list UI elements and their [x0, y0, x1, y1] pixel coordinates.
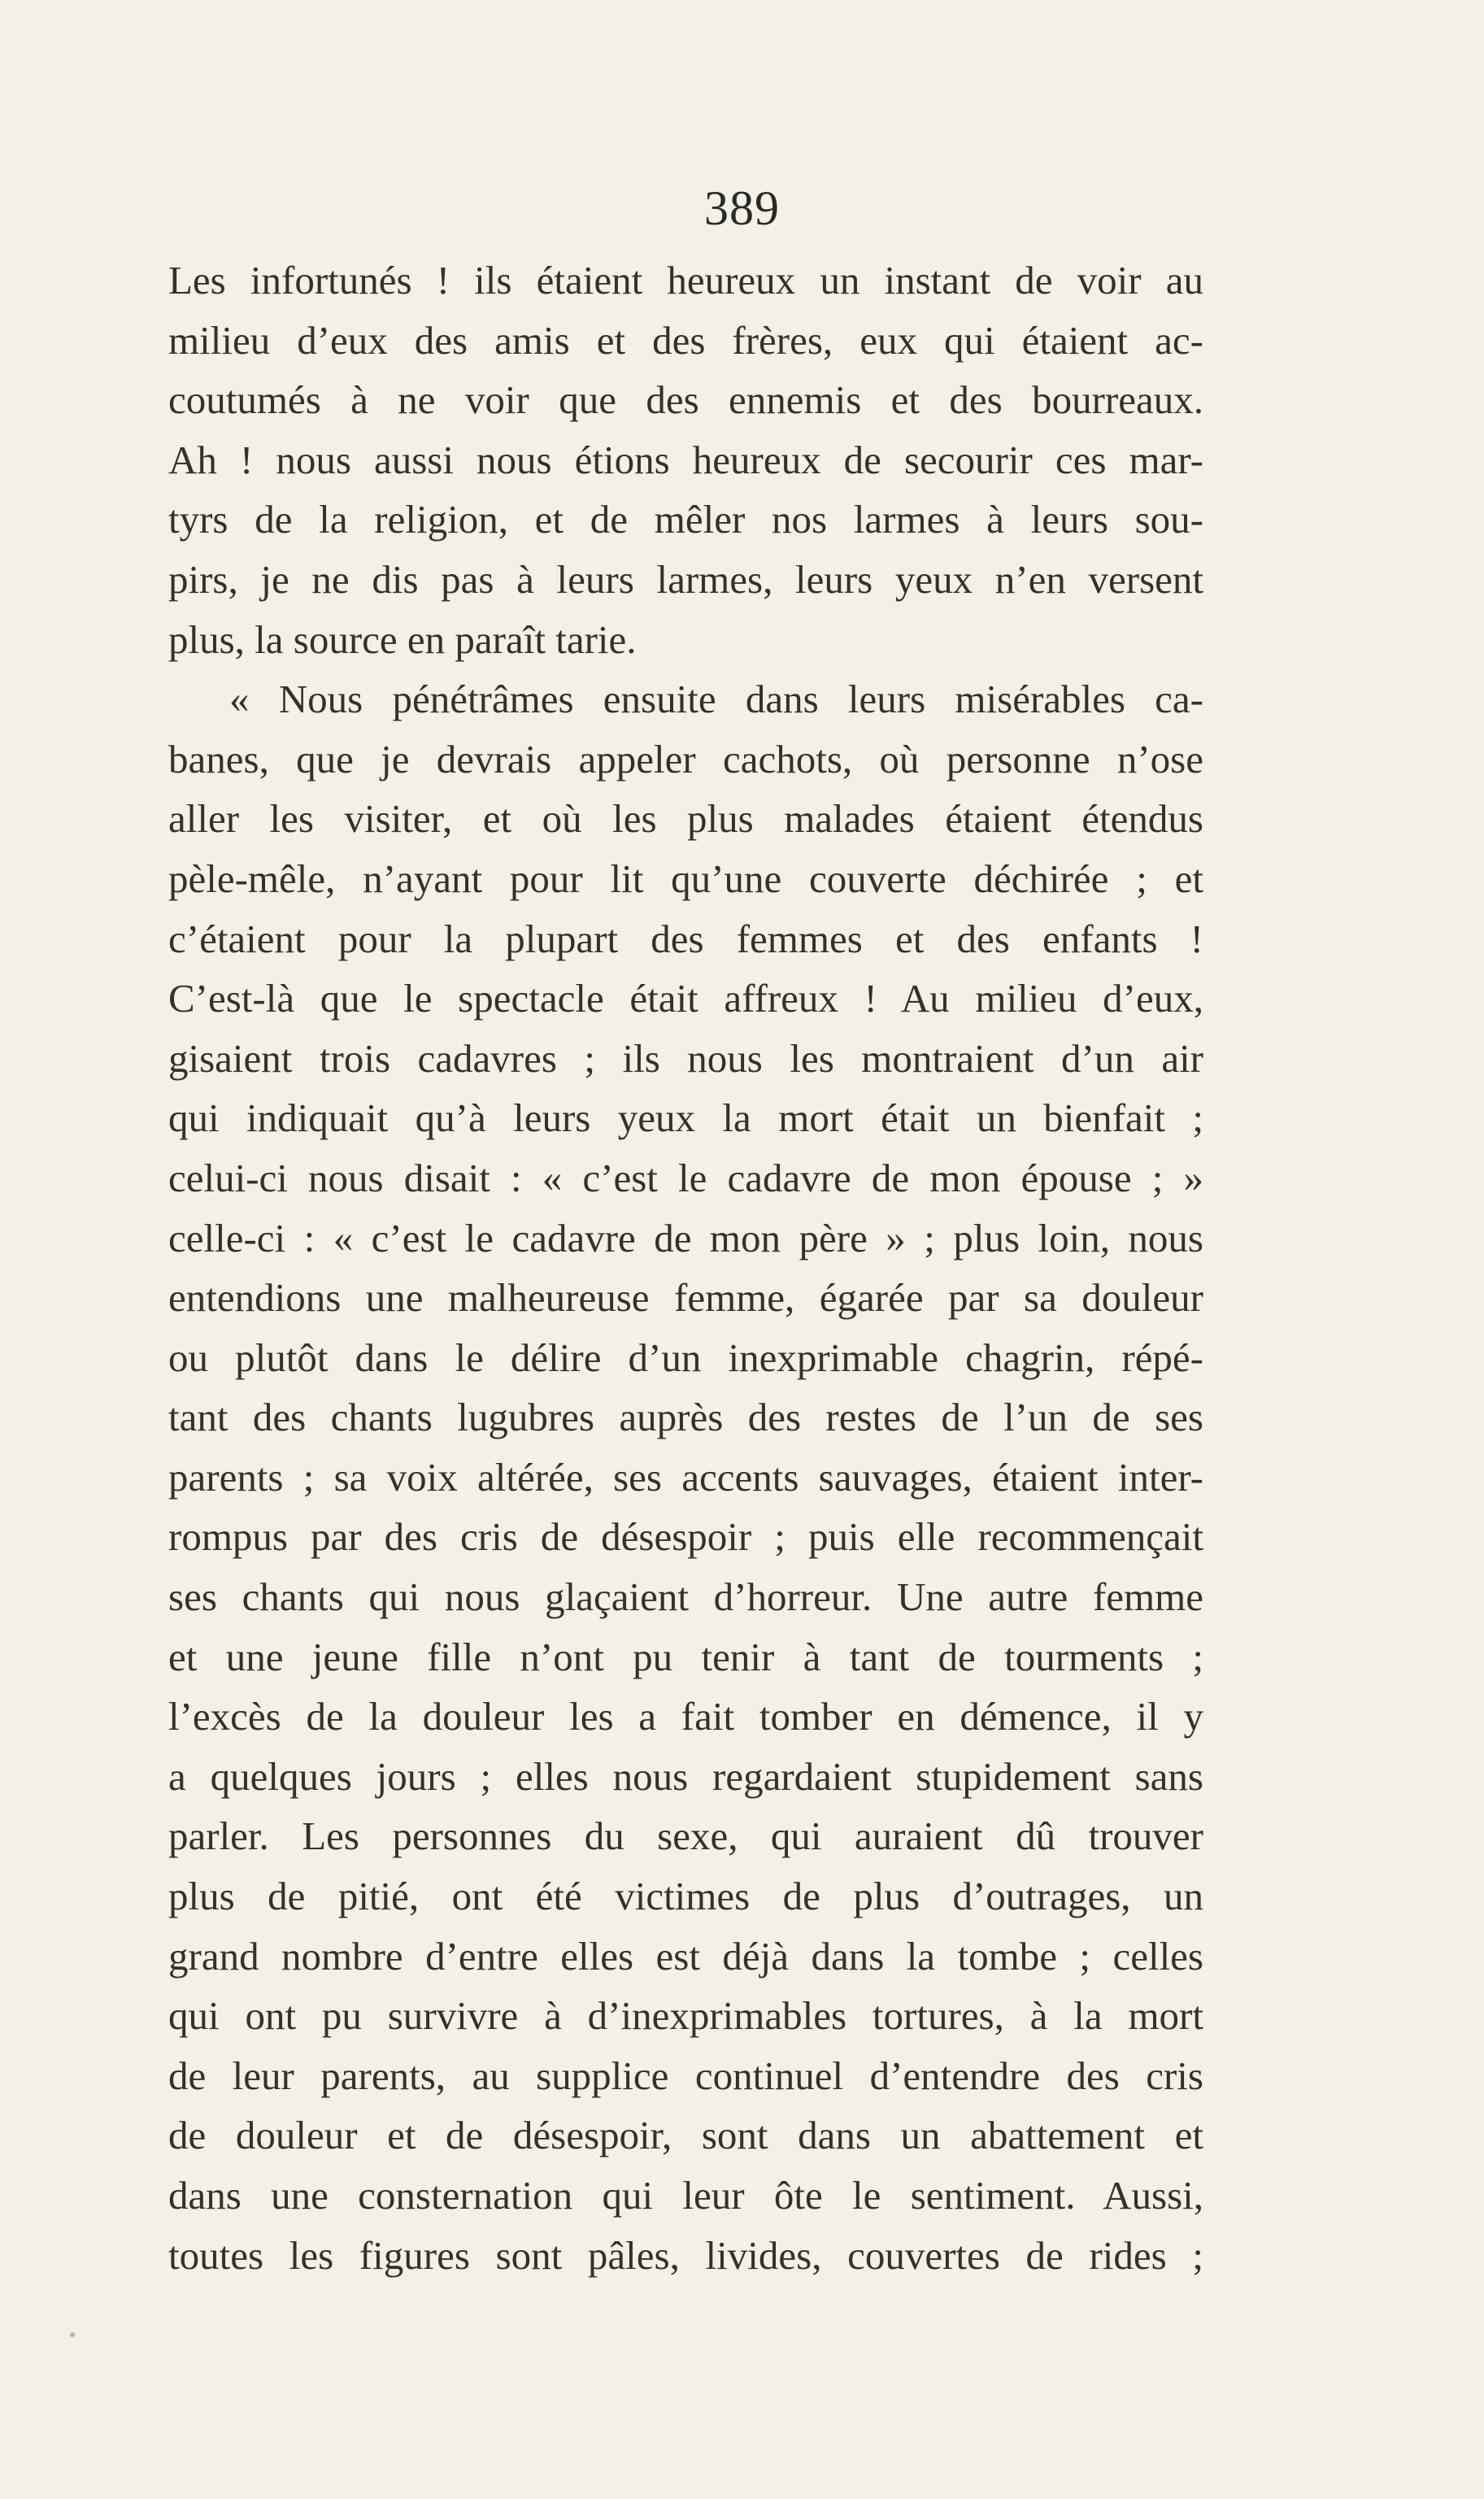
- text-line: C’est-là que le spectacle était affreux ! Au milieu d’eux,: [168, 976, 1203, 1021]
- text-line: c’étaient pour la plupart des femmes et des enfants !: [168, 916, 1203, 961]
- text-line: tant des chants lugubres auprès des restes de l’un de ses: [168, 1395, 1203, 1440]
- text-line: dans une consternation qui leur ôte le sentiment. Aussi,: [168, 2173, 1203, 2218]
- text-line: aller les visiter, et où les plus malades étaient étendus: [168, 796, 1203, 842]
- paper-speck: [70, 2332, 75, 2337]
- text-line: entendions une malheureuse femme, égarée par sa douleur: [168, 1275, 1203, 1321]
- text-line: rompus par des cris de désespoir ; puis elle recommençait: [168, 1514, 1203, 1560]
- text-line: ses chants qui nous glaçaient d’horreur. Une autre femme: [168, 1574, 1203, 1620]
- text-line: plus de pitié, ont été victimes de plus d’outrages, un: [168, 1874, 1203, 1919]
- text-line: gisaient trois cadavres ; ils nous les montraient d’un air: [168, 1035, 1203, 1081]
- text-line: milieu d’eux des amis et des frères, eux qui étaient ac-: [168, 317, 1203, 363]
- text-line: Les infortunés ! ils étaient heureux un instant de voir au: [168, 258, 1203, 303]
- text-line: grand nombre d’entre elles est déjà dans la tombe ; celles: [168, 1933, 1203, 1979]
- text-line: qui indiquait qu’à leurs yeux la mort était un bienfait ;: [168, 1095, 1203, 1141]
- text-line: de douleur et de désespoir, sont dans un abattement et: [168, 2113, 1203, 2158]
- text-line: et une jeune fille n’ont pu tenir à tant de tourments ;: [168, 1634, 1203, 1679]
- text-line: de leur parents, au supplice continuel d’entendre des cris: [168, 2053, 1203, 2098]
- text-line: celui-ci nous disait : « c’est le cadavre de mon épouse ; »: [168, 1155, 1203, 1200]
- text-line: pirs, je ne dis pas à leurs larmes, leurs yeux n’en versent: [168, 556, 1203, 602]
- text-line: a quelques jours ; elles nous regardaient stupidement sans: [168, 1753, 1203, 1799]
- text-line: « Nous pénétrâmes ensuite dans leurs misérables ca-: [229, 677, 1203, 722]
- page-number: 389: [704, 181, 780, 235]
- text-line: pèle-mêle, n’ayant pour lit qu’une couverte déchirée ; et: [168, 855, 1203, 901]
- text-line: l’excès de la douleur les a fait tomber en démence, il y: [168, 1694, 1203, 1739]
- text-line: coutumés à ne voir que des ennemis et des bourreaux.: [168, 377, 1203, 423]
- body-text: [168, 250, 1203, 2285]
- text-line: parents ; sa voix altérée, ses accents sauvages, étaient inter-: [168, 1454, 1203, 1500]
- text-line: Ah ! nous aussi nous étions heureux de secourir ces mar-: [168, 437, 1203, 482]
- text-line: parler. Les personnes du sexe, qui auraient dû trouver: [168, 1813, 1203, 1859]
- text-line: tyrs de la religion, et de mêler nos larmes à leurs sou-: [168, 497, 1203, 542]
- text-line: plus, la source en paraît tarie.: [168, 616, 637, 662]
- text-line: qui ont pu survivre à d’inexprimables tortures, à la mort: [168, 1993, 1203, 2039]
- text-line: toutes les figures sont pâles, livides, couvertes de rides ;: [168, 2232, 1203, 2278]
- text-line: celle-ci : « c’est le cadavre de mon père » ; plus loin, nous: [168, 1215, 1203, 1260]
- text-line: banes, que je devrais appeler cachots, où personne n’ose: [168, 736, 1203, 781]
- text-line: ou plutôt dans le délire d’un inexprimable chagrin, répé-: [168, 1334, 1203, 1380]
